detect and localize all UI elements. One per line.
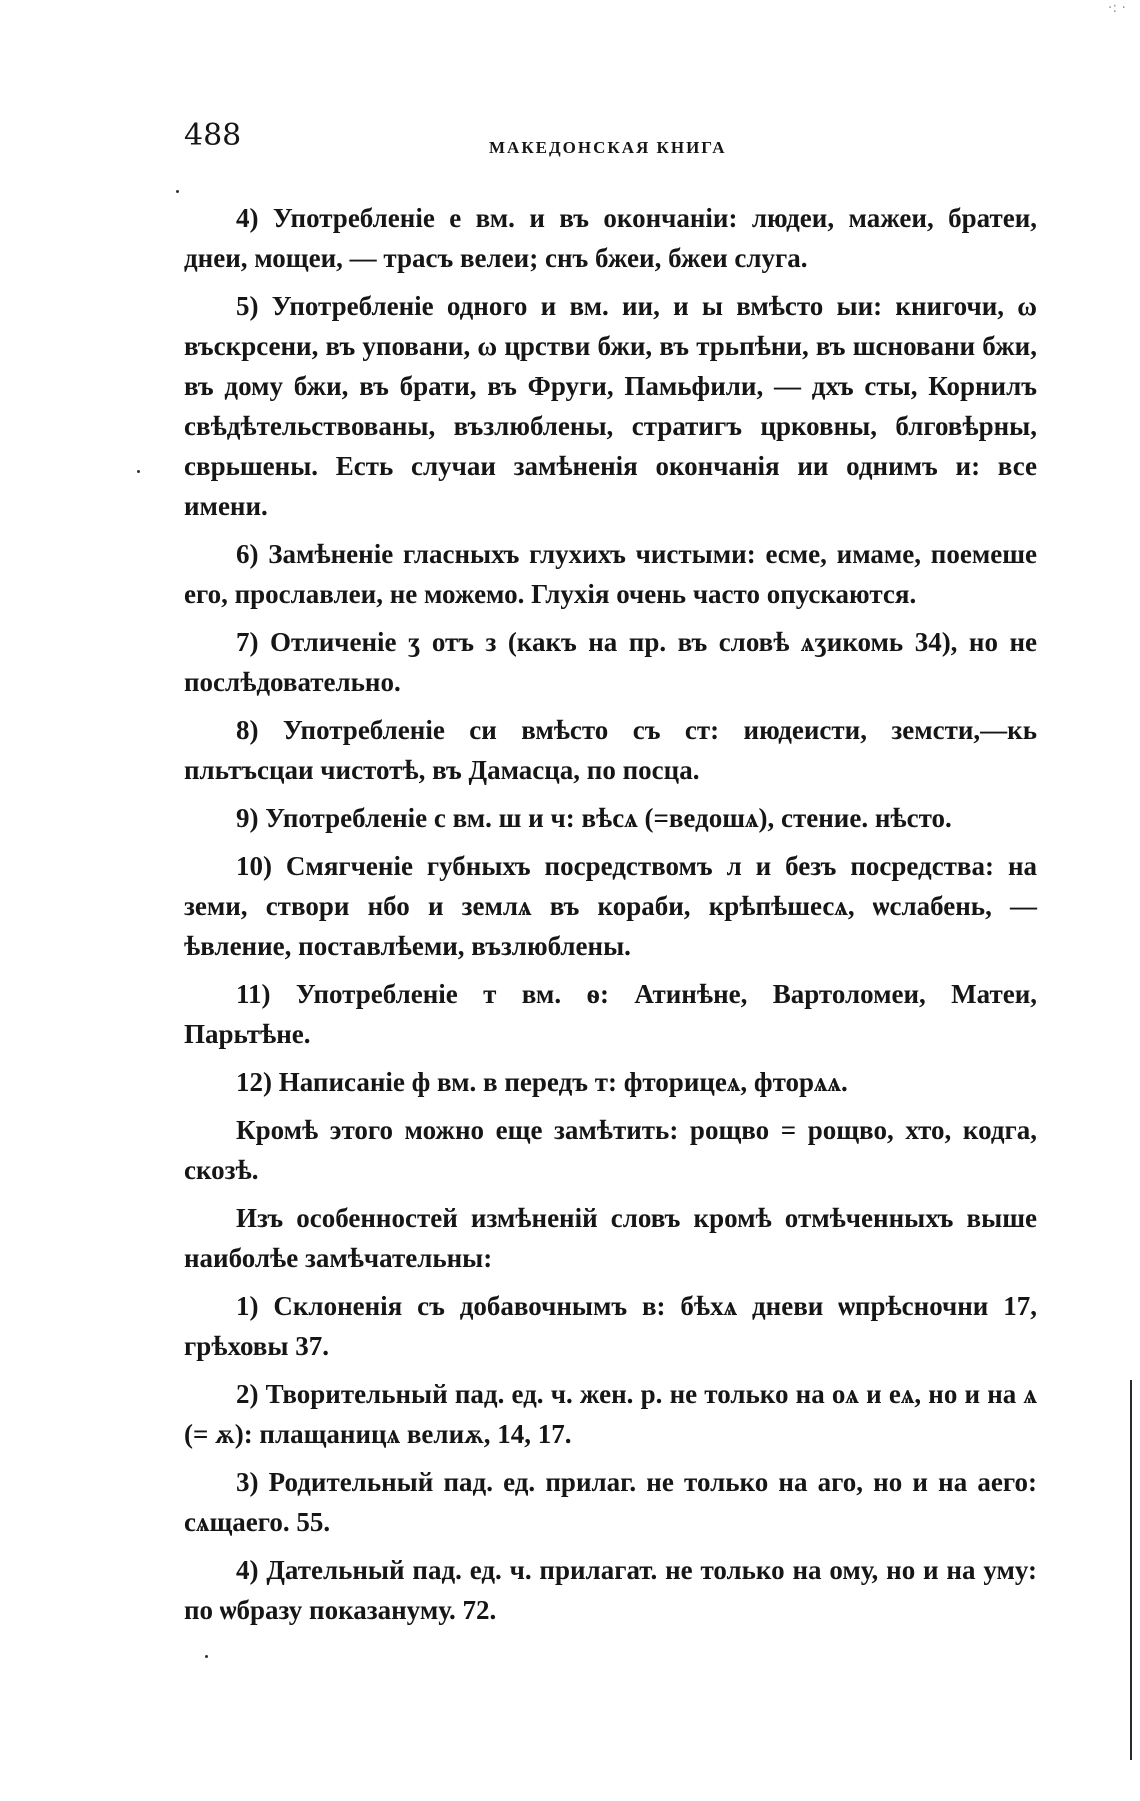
paragraph-item-2-instrumental: 2) Творительный пад. ед. ч. жен. р. не только на оѧ и еѧ, но и на ѧ (= ѫ): плащаницѧ велиѫ, 14, 17.	[184, 1379, 1037, 1449]
paragraph-item-7-zelo: 7) Отличеніе ʒ отъ з (какъ на пр. въ словѣ ѧʒикомь 34), но не послѣдовательно.	[184, 627, 1037, 697]
paragraph-item-4-endings: 4) Употребленіе е вм. и въ окончаніи: людеи, мажеи, братеи, днеи, мощеи, — трасъ велеи; снъ бжеи, бжеи слуга.	[184, 203, 1037, 273]
paragraph-additional-note: Кромѣ этого можно еще замѣтить: рощво = рощво, хто, кодга, скозѣ.	[184, 1115, 1037, 1185]
paragraph-item-11-t: 11) Употребленіе т вм. ѳ: Атинѣне, Вартоломеи, Матеи, Парьтѣне.	[184, 979, 1037, 1049]
paragraph-item-3-genitive: 3) Родительный пад. ед. прилаг. не только на аго, но и на аего: сѧщаего. 55.	[184, 1467, 1037, 1537]
ink-speck	[205, 1655, 208, 1658]
page-number: 488	[184, 118, 242, 153]
body-text	[184, 198, 1037, 1638]
paragraph-item-10-labials: 10) Смягченіе губныхъ посредствомъ л и безъ посредства: на земи, створи нбо и землѧ въ кораби, крѣпѣшесѧ, ѡслабень, — ѣвление, поставлѣеми, възлюблены.	[184, 851, 1037, 961]
paragraph-item-1-declension: 1) Склоненія съ добавочнымъ в: бѣхѧ дневи ѡпрѣсночни 17, грѣховы 37.	[184, 1291, 1037, 1361]
paragraph-section-intro: Изъ особенностей измѣненій словъ кромѣ отмѣченныхъ выше наиболѣе замѣчательны:	[184, 1203, 1037, 1273]
running-title: МАКЕДОНСКАЯ КНИГА	[489, 138, 727, 157]
paragraph-item-6-vowels: 6) Замѣненіе гласныхъ глухихъ чистыми: есме, имаме, поемеше его, прославлеи, не можемо. Глухія очень часто опускаются.	[184, 539, 1037, 609]
paragraph-item-5-single-i: 5) Употребленіе одного и вм. ии, и ы вмѣсто ыи: книгочи, ω въскрсени, въ уповани, ω црстви бжи, въ трьпѣни, въ шсновани бжи, въ дому бжи, въ брати, въ Фруги, Памьфили, — дхъ сты, Корнилъ свѣдѣтельствованы, възлюблены, стратигъ црковны, блговѣрны, сврьшены. Есть случаи замѣненія окончанія ии однимъ и: все имени.	[184, 291, 1037, 521]
paragraph-item-9-s: 9) Употребленіе с вм. ш и ч: вѣсѧ (=ведошѧ), стение. нѣсто.	[236, 803, 952, 833]
paragraph-item-8-si: 8) Употребленіе си вмѣсто съ ст: июдеисти, земсти,—кь пльтъсцаи чистотѣ, въ Дамасца, по посца.	[184, 715, 1037, 785]
running-head	[184, 118, 1037, 178]
paragraph-item-4-dative: 4) Дательный пад. ед. ч. прилагат. не только на ому, но и на уму: по ѡбразу показануму. 72.	[184, 1555, 1037, 1625]
ink-speck	[137, 470, 140, 473]
corner-scan-mark: ·: ·	[1107, 0, 1126, 16]
page-content	[184, 118, 1037, 1778]
scan-edge-rule	[1130, 1380, 1132, 1760]
paragraph-item-12-f: 12) Написаніе ф вм. в передъ т: фторицеѧ, фторѧѧ.	[236, 1067, 848, 1097]
ink-speck	[176, 190, 179, 193]
